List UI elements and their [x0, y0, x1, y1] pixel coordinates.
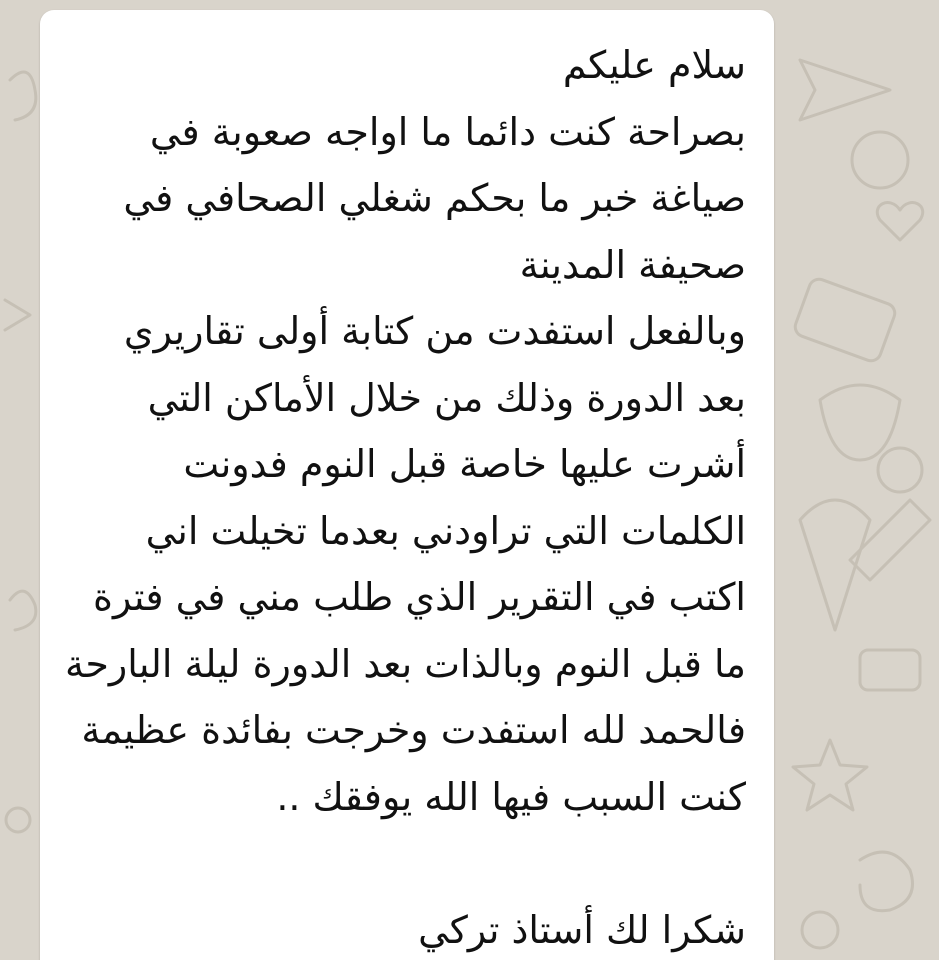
message-line: بعد الدورة وذلك من خلال الأماكن التي [147, 375, 746, 420]
message-line: أشرت عليها خاصة قبل النوم فدونت [183, 442, 746, 486]
message-line: بصراحة كنت دائما ما اواجه صعوبة في [149, 109, 746, 154]
doodle-heart-icon [877, 203, 922, 240]
message-line: شكرا لك أستاذ تركي [418, 907, 746, 952]
message-bubble[interactable] [40, 10, 774, 960]
message-line: وبالفعل استفدت من كتابة أولى تقاريري [123, 309, 746, 353]
message-line: فالحمد لله استفدت وخرجت بفائدة عظيمة [81, 708, 746, 752]
message-line: سلام عليكم [562, 43, 746, 87]
message-line: صياغة خبر ما بحكم شغلي الصحافي في [123, 176, 746, 220]
doodle-circle-icon [852, 132, 908, 188]
doodle-swirl-icon [860, 852, 913, 911]
message-line: كنت السبب فيها الله يوفقك .. [276, 774, 746, 819]
blank-line [60, 830, 746, 897]
doodle-cup-icon [820, 385, 900, 460]
message-line: اكتب في التقرير الذي طلب مني في فترة [93, 575, 746, 619]
doodle-icecream-icon [800, 500, 870, 630]
message-line: الكلمات التي تراودني بعدما تخيلت اني [145, 508, 746, 553]
message-line: ما قبل النوم وبالذات بعد الدورة ليلة البارحة [65, 641, 746, 686]
doodle-plane-icon [800, 60, 890, 120]
message-line: صحيفة المدينة [519, 242, 746, 287]
doodle-card-icon [792, 276, 897, 363]
doodle-star-icon [793, 740, 867, 810]
